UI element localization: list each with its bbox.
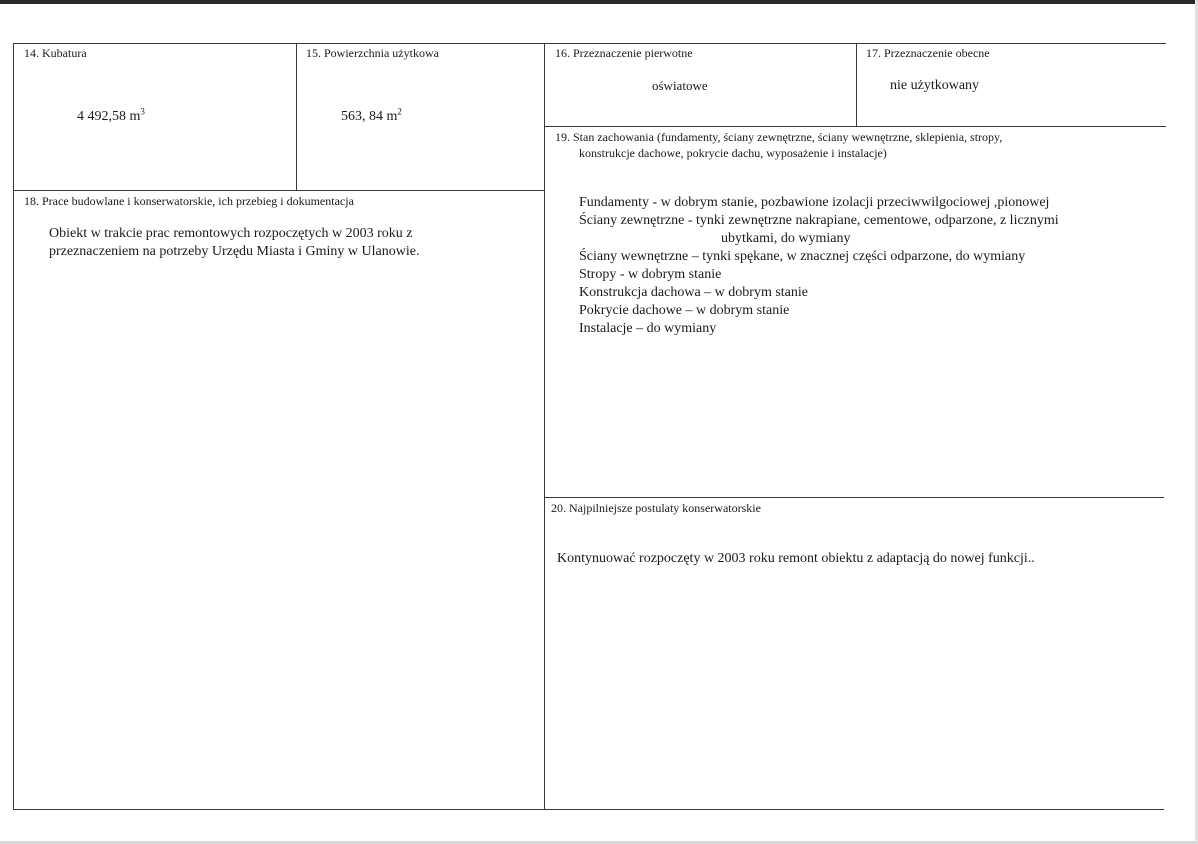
field-19-content bbox=[579, 194, 1059, 338]
divider-19-20 bbox=[544, 497, 1164, 498]
field-18-line: Obiekt w trakcie prac remontowych rozpoczętych w 2003 roku z bbox=[49, 226, 413, 241]
field-19-line: Ściany zewnętrzne - tynki zewnętrzne nakrapiane, cementowe, odparzone, z licznymi bbox=[579, 213, 1059, 228]
field-17-label: 17. Przeznaczenie obecne bbox=[866, 46, 990, 60]
form-left-border bbox=[13, 43, 14, 810]
field-18-line: przeznaczeniem na potrzeby Urzędu Miasta i Gminy w Ulanowie. bbox=[49, 244, 420, 259]
field-14-number: 4 492,58 m bbox=[77, 109, 141, 124]
field-20-content: Kontynuować rozpoczęty w 2003 roku remont obiektu z adaptacją do nowej funkcji.. bbox=[557, 551, 1035, 566]
divider-16-17 bbox=[856, 43, 857, 126]
form-center-divider bbox=[544, 43, 545, 810]
field-18-label: 18. Prace budowlane i konserwatorskie, ich przebieg i dokumentacja bbox=[24, 194, 354, 208]
form-top-border bbox=[13, 43, 1166, 44]
field-16-value: oświatowe bbox=[652, 78, 708, 93]
field-19-line: ubytkami, do wymiany bbox=[721, 231, 851, 246]
field-15-value bbox=[341, 108, 402, 126]
field-18-content bbox=[49, 225, 419, 261]
field-19-line: Ściany wewnętrzne – tynki spękane, w znacznej części odparzone, do wymiany bbox=[579, 249, 1026, 264]
field-19-label-line-1: 19. Stan zachowania (fundamenty, ściany zewnętrzne, ściany wewnętrzne, sklepienia, stropy, bbox=[555, 130, 1003, 144]
field-19-line: Stropy - w dobrym stanie bbox=[579, 267, 722, 282]
field-20-label: 20. Najpilniejsze postulaty konserwatorskie bbox=[551, 501, 761, 515]
field-14-label: 14. Kubatura bbox=[24, 46, 87, 60]
field-17-value: nie użytkowany bbox=[890, 78, 980, 93]
form-bottom-border bbox=[13, 809, 1164, 810]
field-19-line: Instalacje – do wymiany bbox=[579, 321, 717, 336]
field-19-label-line-2: konstrukcje dachowe, pokrycie dachu, wyposażenie i instalacje) bbox=[579, 146, 887, 160]
field-19-line: Fundamenty - w dobrym stanie, pozbawione izolacji przeciwwilgociowej ,pionowej bbox=[579, 195, 1050, 210]
scan-edge-top bbox=[0, 0, 1198, 4]
field-19-line: Pokrycie dachowe – w dobrym stanie bbox=[579, 303, 790, 318]
divider-top-left-row bbox=[13, 190, 545, 191]
field-14-unit-exponent: 3 bbox=[140, 106, 145, 117]
field-15-number: 563, 84 m bbox=[341, 109, 398, 124]
field-14-value bbox=[77, 108, 145, 126]
divider-16-19 bbox=[544, 126, 1166, 127]
field-15-unit-exponent: 2 bbox=[397, 106, 402, 117]
field-15-label: 15. Powierzchnia użytkowa bbox=[306, 46, 439, 60]
divider-14-15 bbox=[296, 43, 297, 190]
field-16-label: 16. Przeznaczenie pierwotne bbox=[555, 46, 693, 60]
field-19-line: Konstrukcja dachowa – w dobrym stanie bbox=[579, 285, 808, 300]
